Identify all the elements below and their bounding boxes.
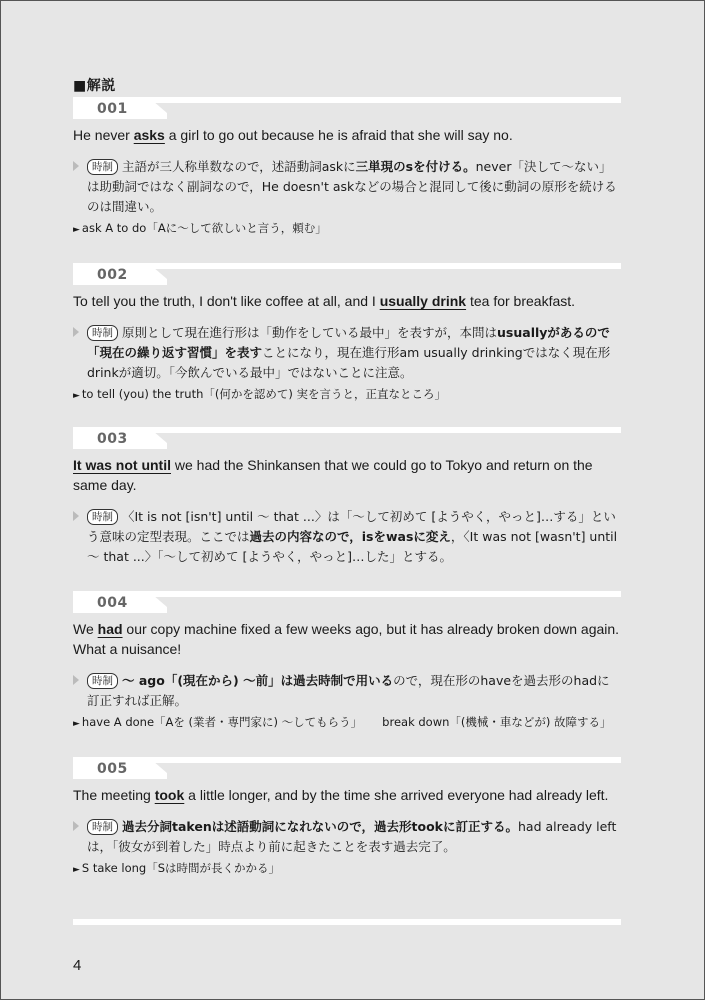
sentence-text: He never bbox=[73, 127, 134, 143]
sentence-text: a little longer, and by the time she arrived everyone had already left. bbox=[184, 787, 609, 803]
sentence-highlight: usually drink bbox=[379, 293, 467, 309]
triangle-marker-icon bbox=[73, 161, 79, 171]
sentence-highlight: asks bbox=[133, 127, 165, 143]
bottom-rule bbox=[73, 919, 621, 925]
vocabulary-note bbox=[73, 713, 621, 733]
question-number: 002 bbox=[97, 267, 128, 283]
sentence-highlight: had bbox=[97, 621, 123, 637]
rule-tab-shape bbox=[73, 267, 621, 285]
triangle-marker-icon bbox=[73, 675, 79, 685]
note-text: 原則として現在進行形は「動作をしている最中」を表すが，本問は bbox=[122, 325, 498, 340]
question-number: 003 bbox=[97, 431, 128, 447]
question-number: 001 bbox=[97, 101, 128, 117]
note-bold: 過去分詞takenは述語動詞になれないので，過去形tookに訂正する。 bbox=[122, 819, 518, 834]
vocabulary-note bbox=[73, 385, 621, 405]
sentence-text: our copy machine fixed a few weeks ago, but it has already broken down again. What a nuisance! bbox=[73, 621, 620, 657]
vocab-text: break down「(機械・車などが) 故障する」 bbox=[382, 715, 612, 729]
explanation-001 bbox=[73, 97, 621, 239]
example-sentence bbox=[73, 125, 621, 145]
note-bold: 〜 ago「(現在から) 〜前」は過去時制で用いる bbox=[122, 673, 394, 688]
section-heading: ■解説 bbox=[73, 78, 116, 94]
example-sentence bbox=[73, 455, 621, 495]
page-number: 4 bbox=[73, 957, 82, 974]
vocab-text: have A done「Aを (業者・専門家に) 〜してもらう」 bbox=[81, 715, 363, 729]
question-number: 004 bbox=[97, 595, 128, 611]
tense-badge: 時制 bbox=[87, 325, 118, 341]
arrow-icon: ► bbox=[73, 391, 80, 401]
grammar-note bbox=[73, 157, 621, 217]
question-number: 005 bbox=[97, 761, 128, 777]
explanation-004 bbox=[73, 591, 621, 733]
sentence-text: To tell you the truth, I don't like coffee at all, and I bbox=[73, 293, 380, 309]
triangle-marker-icon bbox=[73, 327, 79, 337]
triangle-marker-icon bbox=[73, 511, 79, 521]
note-bold: 過去の内容なので，isをwasに変え bbox=[249, 529, 451, 544]
example-sentence bbox=[73, 619, 621, 659]
vocabulary-note bbox=[73, 219, 621, 239]
vocab-text: ask A to do「Aに〜して欲しいと言う，頼む」 bbox=[81, 221, 327, 235]
sentence-highlight: It was not until bbox=[73, 457, 171, 473]
note-text: had already leftは，「彼女が到着した」時点より前に起きたことを表す過去完了。 bbox=[87, 819, 617, 854]
arrow-icon: ► bbox=[73, 719, 80, 729]
rule-tab-shape bbox=[73, 595, 621, 613]
grammar-note bbox=[73, 507, 621, 567]
explanation-002 bbox=[73, 263, 621, 405]
note-bold: usuallyがあるので「現在の繰り返す習慣」を表す bbox=[87, 325, 610, 360]
sentence-text: tea for breakfast. bbox=[466, 293, 576, 309]
tense-badge: 時制 bbox=[87, 159, 118, 175]
grammar-note bbox=[73, 323, 621, 383]
arrow-icon: ► bbox=[73, 865, 80, 875]
arrow-icon: ► bbox=[73, 225, 80, 235]
grammar-note bbox=[73, 671, 621, 711]
sentence-highlight: took bbox=[154, 787, 185, 803]
note-text: never「決して〜ない」は助動詞ではなく副詞なので，He doesn't askなどの場合と混同して後に動詞の原形を続けるのは間違い。 bbox=[87, 159, 617, 214]
rule-tab-shape bbox=[73, 431, 621, 449]
vocab-text: S take long「Sは時間が長くかかる」 bbox=[81, 861, 281, 875]
note-text: 〈It is not [isn't] until 〜 that ...〉は「〜して初めて [ようやく，やっと]…する」という意味の定型表現。ここでは bbox=[87, 509, 616, 544]
number-rule bbox=[73, 263, 621, 287]
explanation-003 bbox=[73, 427, 621, 567]
vocab-text: to tell (you) the truth「(何かを認めて) 実を言うと，正直なところ」 bbox=[81, 387, 446, 401]
number-rule bbox=[73, 97, 621, 121]
number-rule bbox=[73, 427, 621, 451]
example-sentence bbox=[73, 291, 621, 311]
tense-badge: 時制 bbox=[87, 509, 118, 525]
sentence-text: a girl to go out because he is afraid that she will say no. bbox=[164, 127, 513, 143]
explanation-005 bbox=[73, 757, 621, 879]
vocabulary-note bbox=[73, 859, 621, 879]
note-text: ので，現在形のhaveを過去形のhadに訂正すれば正解。 bbox=[87, 673, 610, 708]
tense-badge: 時制 bbox=[87, 819, 118, 835]
note-text: ，〈It was not [wasn't] until 〜 that ...〉「〜して初めて [ようやく，やっと]…した」とする。 bbox=[87, 529, 618, 564]
sentence-text: The meeting bbox=[73, 787, 155, 803]
rule-tab-shape bbox=[73, 761, 621, 779]
number-rule bbox=[73, 591, 621, 615]
note-bold: 三単現のsを付ける。 bbox=[355, 159, 476, 174]
grammar-note bbox=[73, 817, 621, 857]
sentence-text: We bbox=[73, 621, 98, 637]
number-rule bbox=[73, 757, 621, 781]
tense-badge: 時制 bbox=[87, 673, 118, 689]
note-text: ことになり，現在進行形am usually drinkingではなく現在形drinkが適切。「今飲んでいる最中」ではないことに注意。 bbox=[87, 345, 611, 380]
example-sentence bbox=[73, 785, 621, 805]
triangle-marker-icon bbox=[73, 821, 79, 831]
note-text: 主語が三人称単数なので，述語動詞askに bbox=[122, 159, 356, 174]
rule-tab-shape bbox=[73, 101, 621, 119]
sentence-text: we had the Shinkansen that we could go to Tokyo and return on the same day. bbox=[73, 457, 593, 493]
